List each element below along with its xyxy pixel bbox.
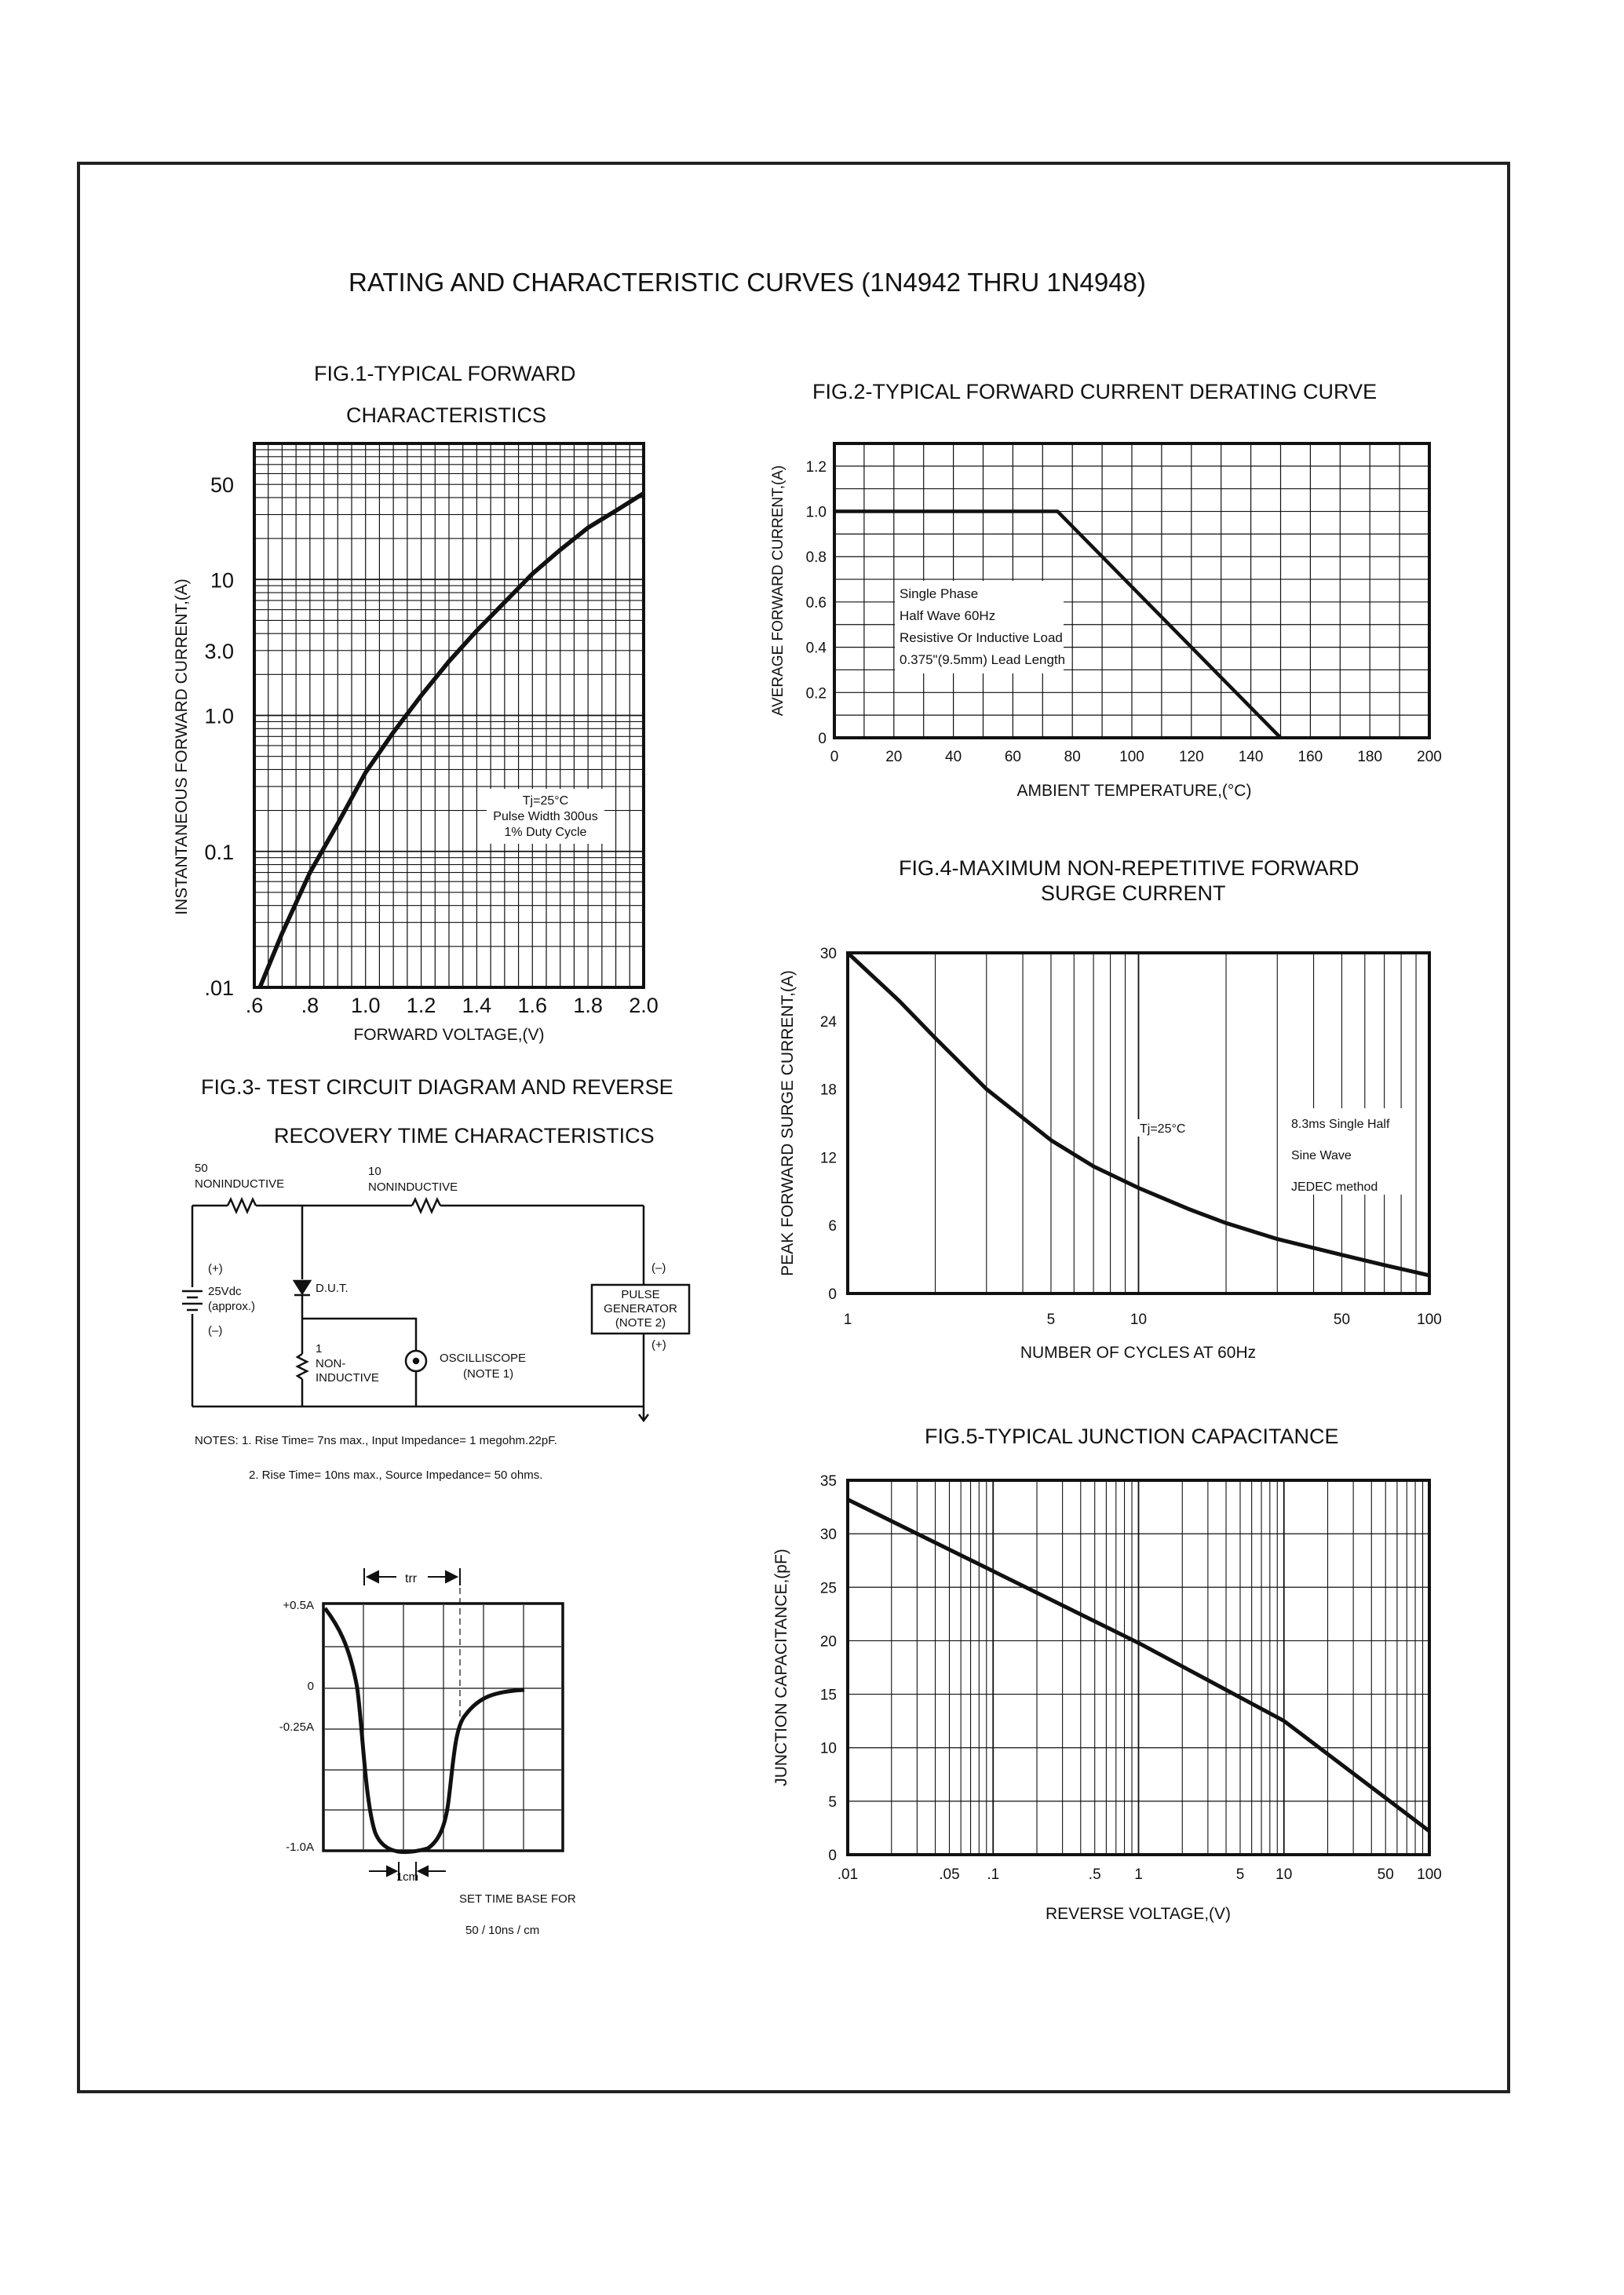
fig2-y-tick-label: 0.2	[805, 685, 827, 702]
fig5-y-axis-label: JUNCTION CAPACITANCE,(pF)	[772, 1549, 790, 1786]
fig1-y-tick-label: .01	[204, 976, 234, 1000]
fig1-title-line1: FIG.1-TYPICAL FORWARD	[314, 362, 576, 385]
r1-value: 50	[195, 1162, 208, 1175]
fig4-y-axis-label: PEAK FORWARD SURGE CURRENT,(A)	[779, 970, 797, 1276]
fig4-y-tick-label: 24	[819, 1013, 837, 1031]
ground-arrow-icon	[639, 1407, 648, 1421]
fig4-title-line2: SURGE CURRENT	[1041, 881, 1226, 905]
fig1-y-tick-label: 1.0	[204, 704, 234, 728]
trr-arrow-left-icon	[367, 1571, 396, 1582]
page-title: RATING AND CHARACTERISTIC CURVES (1N4942 THRU 1N4948)	[349, 268, 1146, 297]
fig1-series-line	[260, 494, 644, 988]
fig4-annotation-left: Tj=25°C	[1140, 1122, 1186, 1136]
fig5-y-tick-label: 15	[819, 1687, 837, 1704]
wave-y-label: -1.0A	[286, 1841, 314, 1854]
fig5-y-tick-label: 20	[819, 1633, 837, 1651]
source-plus: (+)	[208, 1262, 223, 1275]
fig2-annotation: Single Phase	[900, 586, 979, 601]
fig1-x-axis-label: FORWARD VOLTAGE,(V)	[353, 1026, 545, 1044]
fig4-y-tick-label: 6	[828, 1218, 837, 1235]
wave-y-label: +0.5A	[283, 1599, 314, 1612]
fig5-x-tick-label: 1	[1134, 1866, 1143, 1883]
fig2-x-tick-label: 60	[1004, 749, 1021, 765]
fig2-y-axis-label: AVERAGE FORWARD CURRENT,(A)	[770, 465, 786, 717]
fig4-annotation-right: 8.3ms Single Half	[1291, 1118, 1390, 1131]
fig5-x-tick-label: .05	[939, 1866, 960, 1883]
cm-arrow-right-icon	[418, 1866, 446, 1876]
recovery-waveform	[325, 1608, 524, 1852]
battery-icon	[182, 1291, 203, 1310]
fig5-x-tick-label: 100	[1417, 1866, 1442, 1883]
fig5-y-tick-label: 30	[819, 1527, 837, 1544]
fig1-x-tick-label: 1.2	[406, 994, 436, 1017]
pg-minus: (–)	[651, 1261, 666, 1275]
fig5-y-tick-label: 25	[819, 1580, 837, 1597]
fig5-x-tick-label: 10	[1275, 1866, 1293, 1883]
r2-value: 10	[368, 1165, 381, 1178]
fig2-chart	[770, 443, 1442, 800]
r3-value: 1	[316, 1342, 323, 1355]
fig3-waveform	[279, 1568, 576, 1937]
osc-label: OSCILLISCOPE	[440, 1352, 527, 1365]
fig4-y-tick-label: 12	[819, 1150, 837, 1167]
fig2-x-tick-label: 20	[885, 749, 903, 765]
r1-label: NONINDUCTIVE	[195, 1177, 285, 1191]
fig4-x-tick-label: 100	[1417, 1312, 1442, 1328]
fig2-x-tick-label: 40	[945, 749, 962, 765]
fig5-x-axis-label: REVERSE VOLTAGE,(V)	[1045, 1905, 1232, 1923]
pg-line3: (NOTE 2)	[615, 1316, 666, 1330]
source-label: 25Vdc	[208, 1285, 242, 1298]
r3-label1: NON-	[316, 1357, 346, 1370]
fig1-x-tick-label: .8	[301, 994, 319, 1017]
wave-1cm-label: 1cm	[396, 1870, 419, 1884]
fig3-labels	[195, 1162, 677, 1482]
fig4-x-tick-label: 5	[1046, 1312, 1056, 1328]
fig4-y-tick-label: 30	[819, 946, 837, 962]
fig1-y-axis-label: INSTANTANEOUS FORWARD CURRENT,(A)	[173, 578, 191, 915]
wave-y-label: -0.25A	[279, 1720, 314, 1734]
fig2-annotation: Resistive Or Inductive Load	[900, 630, 1063, 645]
fig2-x-tick-label: 200	[1417, 749, 1442, 765]
fig4-annotation-right: Sine Wave	[1291, 1149, 1352, 1162]
fig5-x-tick-label: 5	[1235, 1866, 1245, 1883]
fig5-y-tick-label: 5	[828, 1793, 837, 1811]
fig2-x-tick-label: 0	[830, 749, 839, 765]
fig5-y-tick-label: 0	[828, 1848, 837, 1864]
wave-trr-label: trr	[405, 1572, 418, 1585]
r2-label: NONINDUCTIVE	[368, 1180, 458, 1194]
fig5-x-tick-label: .5	[1088, 1866, 1101, 1883]
fig3-title-line2: RECOVERY TIME CHARACTERISTICS	[274, 1124, 655, 1148]
pg-plus: (+)	[651, 1338, 666, 1352]
cm-arrow-left-icon	[369, 1866, 396, 1876]
fig2-y-tick-label: 1.2	[805, 458, 827, 476]
fig1-y-tick-label: 10	[210, 568, 234, 593]
fig2-annotation: Half Wave 60Hz	[900, 608, 996, 623]
fig2-x-tick-label: 180	[1357, 749, 1383, 765]
fig5-title: FIG.5-TYPICAL JUNCTION CAPACITANCE	[925, 1425, 1339, 1448]
wave-note1: SET TIME BASE FOR	[459, 1892, 576, 1906]
fig1-x-tick-label: .6	[245, 994, 264, 1017]
fig1-annotation: Pulse Width 300us	[493, 810, 598, 823]
fig5-x-tick-label: .01	[837, 1866, 859, 1883]
dut-label: D.U.T.	[316, 1282, 349, 1295]
fig2-x-tick-label: 160	[1297, 749, 1323, 765]
fig4-x-axis-label: NUMBER OF CYCLES AT 60Hz	[1020, 1344, 1257, 1362]
fig1-x-tick-label: 2.0	[629, 994, 659, 1017]
source-approx: (approx.)	[208, 1300, 256, 1313]
fig1-x-tick-label: 1.0	[350, 994, 381, 1017]
fig5-x-tick-label: .1	[987, 1866, 1000, 1883]
fig1-annotation: 1% Duty Cycle	[504, 826, 587, 839]
fig4-chart	[779, 946, 1442, 1362]
fig1-y-tick-label: 0.1	[204, 840, 234, 864]
fig4-title-line1: FIG.4-MAXIMUM NON-REPETITIVE FORWARD	[899, 856, 1359, 880]
fig5-y-tick-label: 35	[819, 1473, 837, 1490]
fig2-y-tick-label: 0	[818, 731, 827, 747]
fig1-y-tick-label: 3.0	[204, 639, 234, 663]
wave-y-label: 0	[307, 1680, 314, 1693]
fig2-x-tick-label: 120	[1178, 749, 1204, 765]
resistor-10-icon	[412, 1199, 440, 1212]
diode-dut-icon	[294, 1281, 310, 1295]
fig3-title-line1: FIG.3- TEST CIRCUIT DIAGRAM AND REVERSE	[201, 1075, 673, 1099]
fig2-y-tick-label: 1.0	[805, 504, 827, 521]
wave-note2: 50 / 10ns / cm	[465, 1924, 540, 1937]
trr-arrow-right-icon	[428, 1571, 457, 1582]
fig1-title-line2: CHARACTERISTICS	[346, 403, 547, 427]
resistor-1-icon	[297, 1354, 307, 1379]
fig5-chart	[772, 1473, 1442, 1923]
fig4-x-tick-label: 1	[843, 1312, 852, 1328]
note2: 2. Rise Time= 10ns max., Source Impedance= 50 ohms.	[249, 1469, 543, 1482]
fig2-title: FIG.2-TYPICAL FORWARD CURRENT DERATING CURVE	[812, 380, 1378, 403]
note1: NOTES: 1. Rise Time= 7ns max., Input Impedance= 1 megohm.22pF.	[195, 1434, 557, 1447]
osc-note: (NOTE 1)	[463, 1367, 514, 1381]
fig1-y-tick-label: 50	[210, 473, 234, 498]
fig4-x-tick-label: 50	[1333, 1312, 1351, 1328]
fig4-y-tick-label: 0	[828, 1286, 837, 1303]
fig2-x-axis-label: AMBIENT TEMPERATURE,(°C)	[1016, 782, 1252, 800]
fig5-y-tick-label: 10	[819, 1740, 837, 1757]
fig1-x-tick-label: 1.6	[517, 994, 548, 1017]
fig4-y-tick-label: 18	[819, 1082, 837, 1099]
fig2-y-tick-label: 0.6	[805, 594, 827, 611]
fig1-chart	[173, 443, 659, 1044]
resistor-50-icon	[228, 1199, 256, 1212]
fig2-x-tick-label: 100	[1119, 749, 1144, 765]
fig2-x-tick-label: 80	[1064, 749, 1081, 765]
source-minus: (–)	[208, 1324, 223, 1337]
fig1-x-tick-label: 1.4	[462, 994, 492, 1017]
fig2-y-tick-label: 0.4	[805, 640, 827, 657]
fig2-y-tick-label: 0.8	[805, 549, 827, 567]
fig4-annotation-right: JEDEC method	[1291, 1180, 1378, 1194]
fig5-x-tick-label: 50	[1377, 1866, 1394, 1883]
r3-label2: INDUCTIVE	[316, 1371, 379, 1385]
fig2-x-tick-label: 140	[1238, 749, 1264, 765]
fig2-annotation: 0.375"(9.5mm) Lead Length	[900, 652, 1066, 667]
pg-line1: PULSE	[621, 1288, 660, 1301]
pg-line2: GENERATOR	[604, 1302, 677, 1315]
fig4-x-tick-label: 10	[1130, 1312, 1148, 1328]
fig1-annotation: Tj=25°C	[522, 794, 569, 808]
fig1-x-tick-label: 1.8	[573, 994, 603, 1017]
